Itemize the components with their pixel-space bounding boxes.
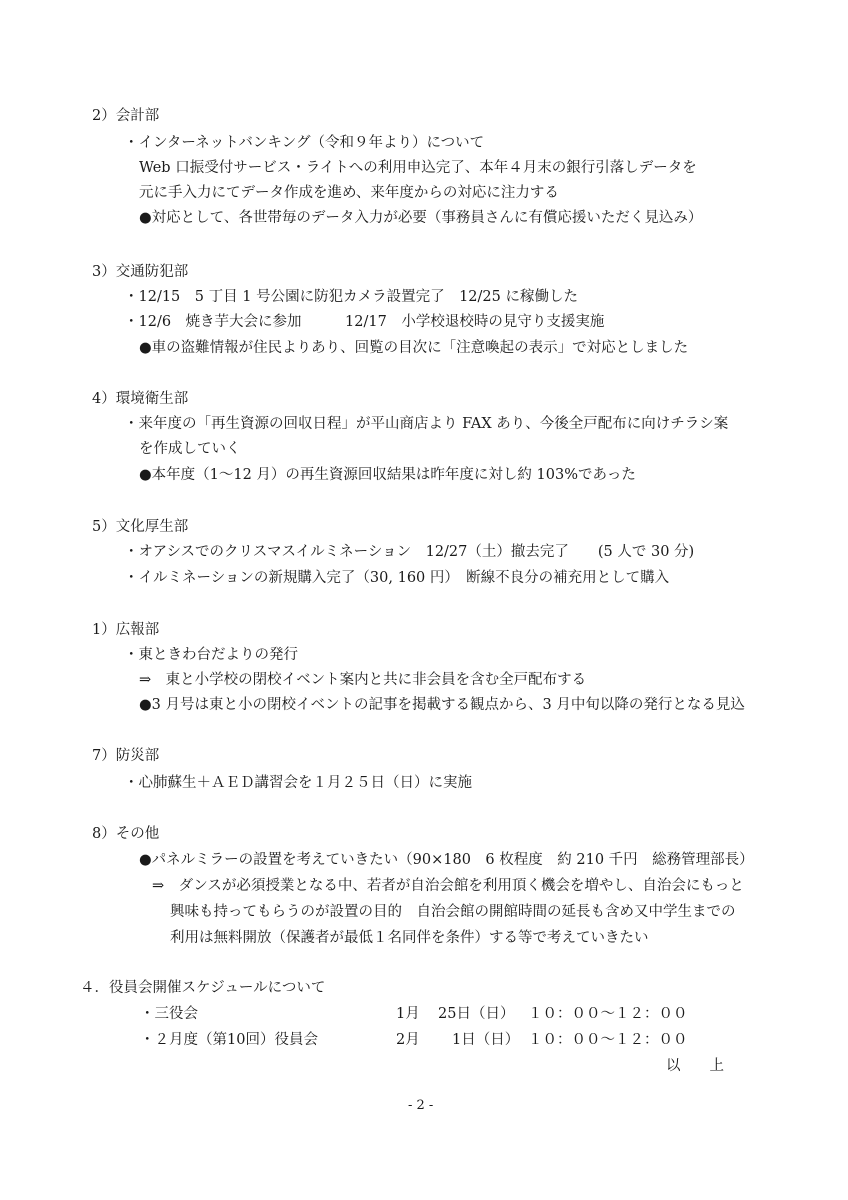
section-4-line-2: を作成していく: [139, 441, 241, 457]
section-3-bullet-1: ・12/15 5 丁目 1 号公園に防犯カメラ設置完了 12/25 に稼働した: [124, 289, 578, 305]
section-4-heading: 4）環境衛生部: [92, 391, 189, 407]
section-8-line-2: 興味も持ってもらうのが設置の目的 自治会館の開館時間の延長も含め又中学生までの: [170, 904, 736, 920]
page-number: - 2 -: [408, 1098, 434, 1113]
section-8-arrow-line: ⇒ ダンスが必須授業となる中、若者が自治会館を利用頂く機会を増やし、自治会にもっと: [152, 878, 744, 894]
section-7-heading: 7）防災部: [92, 748, 160, 764]
schedule-row-2-month: 2月: [396, 1032, 420, 1048]
section-1-note: ●3 月号は東と小の閉校イベントの記事を掲載する観点から、3 月中旬以降の発行となる見込: [139, 697, 745, 713]
schedule-row-2-time: １０：００～１２：００: [528, 1032, 688, 1048]
schedule-row-1-name: ・三役会: [140, 1006, 198, 1022]
section-1-heading: 1）広報部: [92, 622, 160, 638]
section-3-note: ●車の盗難情報が住民よりあり、回覧の目次に「注意喚起の表示」で対応としました: [139, 340, 689, 356]
section-2-note: ●対応として、各世帯毎のデータ入力が必要（事務員さんに有償応援いただく見込み）: [139, 210, 703, 226]
schedule-row-1-day: 25日（日）: [438, 1006, 515, 1022]
section-2-heading: 2）会計部: [92, 108, 160, 124]
section-8-heading: 8）その他: [92, 826, 160, 842]
closing-mark: 以 上: [666, 1058, 724, 1074]
section-8-note: ●パネルミラーの設置を考えていきたい（90×180 6 枚程度 約 210 千円 総務管理部長）: [139, 852, 754, 868]
schedule-row-2-name: ・２月度（第10回）役員会: [140, 1032, 318, 1048]
section-4-bullet-1: ・来年度の「再生資源の回収日程」が平山商店より FAX あり、今後全戸配布に向けチラシ案: [124, 416, 729, 432]
section-2-line-2: Web 口振受付サービス・ライトへの利用申込完了、本年４月末の銀行引落しデータを: [139, 160, 697, 176]
section-5-heading: 5）文化厚生部: [92, 519, 189, 535]
section-7-bullet-1: ・心肺蘇生＋ＡＥＤ講習会を１月２５日（日）に実施: [124, 775, 472, 791]
section-2-line-3: 元に手入力にてデータ作成を進め、来年度からの対応に注力する: [139, 185, 559, 201]
section-5-bullet-1: ・オアシスでのクリスマスイルミネーション 12/27（土）撤去完了 (5 人で 30 分): [124, 544, 695, 560]
section-3-bullet-2: ・12/6 焼き芋大会に参加 12/17 小学校退校時の見守り支援実施: [124, 314, 605, 330]
section-8-line-3: 利用は無料開放（保護者が最低１名同伴を条件）する等で考えていきたい: [170, 930, 649, 946]
section-1-arrow-line: ⇒ 東と小学校の閉校イベント案内と共に非会員を含む全戸配布する: [139, 672, 587, 688]
schedule-row-1-time: １０：００～１２：００: [528, 1006, 688, 1022]
schedule-row-2-day: 1日（日）: [452, 1032, 520, 1048]
section-4-note: ●本年度（1～12 月）の再生資源回収結果は昨年度に対し約 103%であった: [139, 467, 636, 483]
schedule-row-1-month: 1月: [396, 1006, 420, 1022]
section-5-bullet-2: ・イルミネーションの新規購入完了（30, 160 円） 断線不良分の補充用として購入: [124, 570, 670, 586]
section-1-bullet-1: ・東ときわ台だよりの発行: [124, 647, 298, 663]
schedule-heading: ４．役員会開催スケジュールについて: [80, 980, 326, 996]
section-2-bullet-1: ・インターネットバンキング（令和９年より）について: [124, 135, 485, 151]
section-3-heading: 3）交通防犯部: [92, 264, 189, 280]
